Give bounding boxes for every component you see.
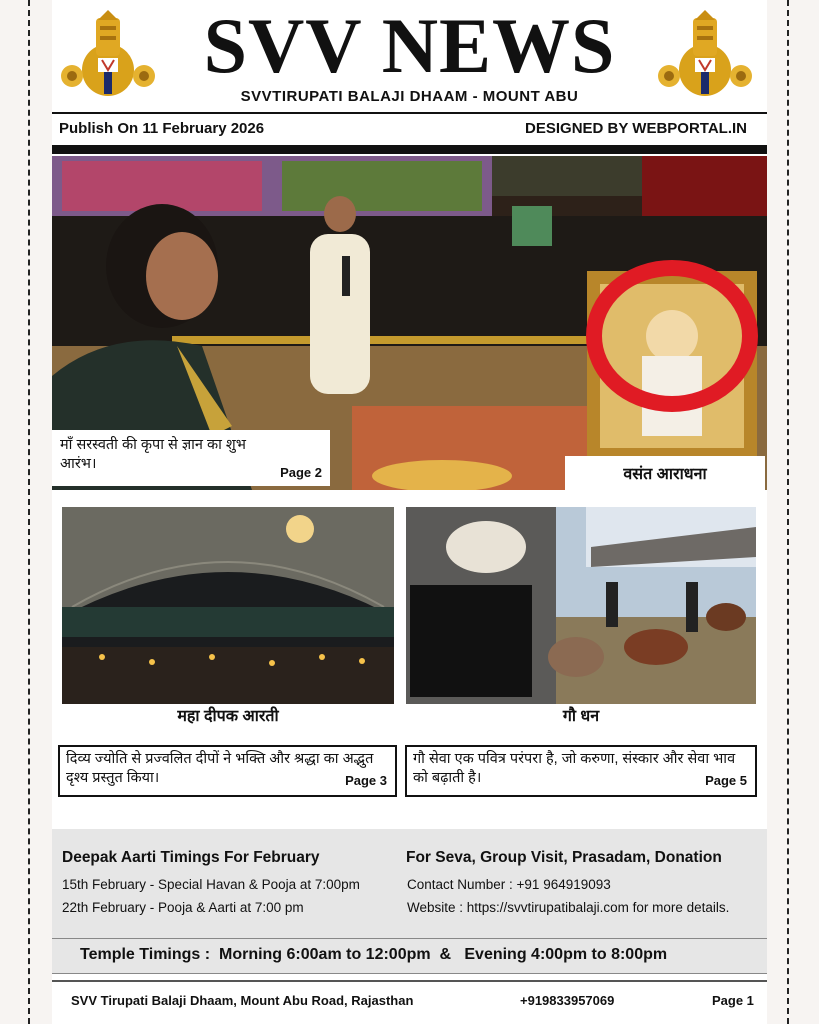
masthead-divider: [52, 112, 767, 114]
temple-timings-text: Temple Timings : Morning 6:00am to 12:00pm & Evening 4:00pm to 8:00pm: [80, 946, 668, 963]
newsletter-title: SVV NEWS: [203, 2, 616, 89]
website-info: Website : https://svvtirupatibalaji.com for more details.: [407, 900, 730, 915]
seva-heading: For Seva, Group Visit, Prasadam, Donation: [406, 849, 722, 866]
hero-photo-vasant-aradhana: [52, 156, 767, 490]
hero-label-box: [565, 456, 765, 490]
story-label-gau-dhan: गौ धन: [406, 704, 756, 732]
story-page-ref-aarti: Page 3: [345, 773, 387, 788]
story-description-gau: गौ सेवा एक पवित्र परंपरा है, जो करुणा, संस्कार और सेवा भाव को बढ़ाती है।: [413, 751, 736, 786]
designer-credit: DESIGNED BY WEBPORTAL.IN: [525, 120, 747, 137]
footer-address: SVV Tirupati Balaji Dhaam, Mount Abu Road, Rajasthan: [71, 993, 414, 1008]
masthead: [52, 0, 767, 110]
aarti-timing-line-2: 22th February - Pooja & Aarti at 7:00 pm: [62, 900, 304, 915]
story-page-ref-gau: Page 5: [705, 773, 747, 788]
newsletter-page: [52, 0, 767, 1024]
footer-page-number: Page 1: [712, 993, 754, 1008]
hero-caption-box: [52, 430, 330, 486]
story-label-maha-deepak-aarti: महा दीपक आरती: [62, 704, 394, 732]
right-dashed-border: [787, 0, 789, 1024]
publish-divider: [52, 145, 767, 154]
hero-page-ref: Page 2: [280, 465, 322, 480]
temple-timings-bar: [52, 938, 767, 974]
aarti-timings-heading: Deepak Aarti Timings For February: [62, 849, 320, 866]
hero-label: वसंत आराधना: [623, 466, 707, 483]
story-description-aarti: दिव्य ज्योति से प्रज्वलित दीपों ने भक्ति और श्रद्धा का अद्भुत दृश्य प्रस्तुत किया।: [66, 751, 374, 786]
aarti-timing-line-1: 15th February - Special Havan & Pooja at 7:00pm: [62, 877, 360, 892]
hero-caption-text: माँ सरस्वती की कृपा से ज्ञान का शुभ आरंभ।: [60, 437, 246, 472]
story-description-box-aarti: [58, 745, 397, 797]
footer-divider: [52, 980, 767, 982]
contact-number: Contact Number : +91 964919093: [407, 877, 611, 892]
photo-gau-dhan: [406, 507, 756, 704]
publish-date: Publish On 11 February 2026: [59, 120, 265, 137]
footer-phone: +919833957069: [520, 993, 615, 1008]
left-dashed-border: [28, 0, 30, 1024]
photo-maha-deepak-aarti: [62, 507, 394, 704]
newsletter-subtitle: SVVTIRUPATI BALAJI DHAAM - MOUNT ABU: [240, 88, 579, 105]
story-description-box-gau: [405, 745, 757, 797]
